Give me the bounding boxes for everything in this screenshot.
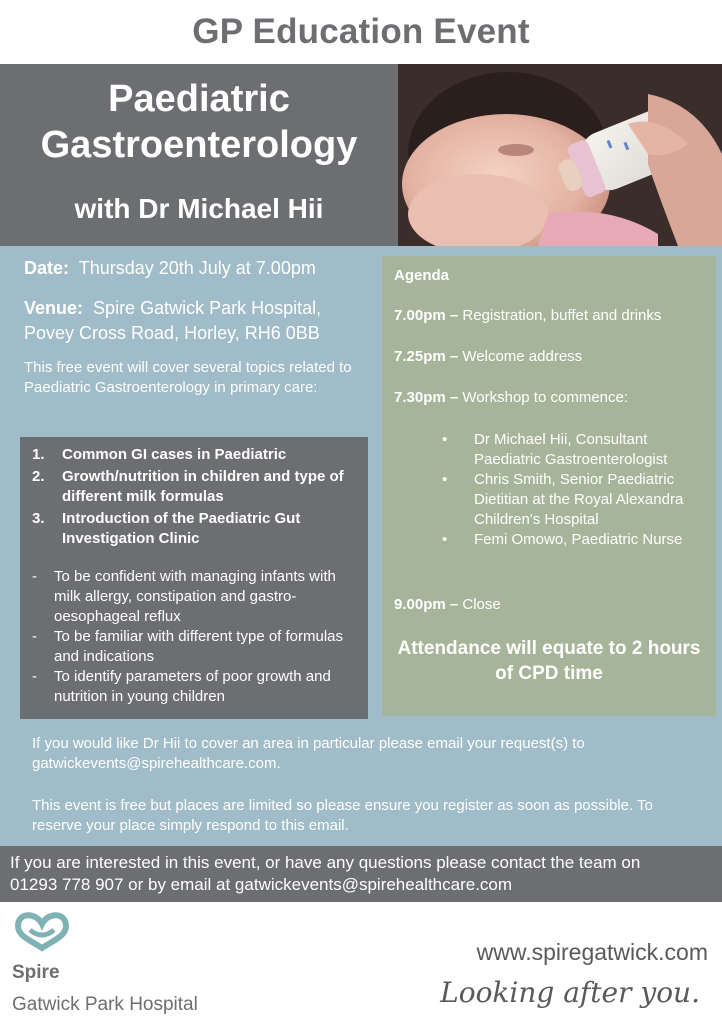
objective-dash: - bbox=[32, 568, 37, 585]
contact-line1: If you are interested in this event, or have any questions please contact the team on bbox=[10, 853, 641, 872]
agenda-text: Close bbox=[462, 596, 501, 613]
website-link[interactable]: www.spiregatwick.com bbox=[476, 939, 708, 965]
agenda-box bbox=[382, 256, 716, 716]
objective-dash: - bbox=[32, 668, 37, 685]
cpd-note bbox=[382, 636, 716, 686]
topic-text: Introduction of the Paediatric Gut Investigation Clinic bbox=[62, 510, 301, 547]
speaker-text: Chris Smith, Senior Paediatric Dietitian at the Royal Alexandra Children's Hospital bbox=[474, 471, 684, 528]
event-venue bbox=[24, 296, 374, 346]
contact-line2: 01293 778 907 or by email at gatwickevents@spirehealthcare.com bbox=[10, 875, 513, 894]
speaker-subtitle: with Dr Michael Hii bbox=[74, 193, 324, 224]
photo-illustration bbox=[398, 64, 722, 246]
venue-line2: Povey Cross Road, Horley, RH6 0BB bbox=[24, 323, 320, 343]
date-value: Thursday 20th July at 7.00pm bbox=[78, 258, 316, 278]
objective-item bbox=[32, 567, 362, 627]
speaker-bullet: • bbox=[442, 431, 448, 448]
objective-text: To be familiar with different type of formulas and indications bbox=[54, 628, 344, 665]
topics-box bbox=[20, 437, 368, 719]
topic-text: Growth/nutrition in children and type of different milk formulas bbox=[62, 468, 344, 505]
topic-item bbox=[32, 445, 362, 465]
spire-heart-logo-icon bbox=[12, 910, 72, 960]
event-date bbox=[24, 256, 316, 280]
venue-label: Venue: bbox=[24, 298, 84, 318]
agenda-time: 7.30pm – bbox=[394, 389, 459, 406]
agenda-text: Registration, buffet and drinks bbox=[462, 307, 662, 324]
speaker-item bbox=[442, 530, 706, 550]
cpd-line2: of CPD time bbox=[495, 663, 603, 684]
speaker-item bbox=[442, 470, 706, 530]
topic-number: 2. bbox=[32, 468, 45, 485]
speaker-text: Femi Omowo, Paediatric Nurse bbox=[474, 531, 683, 548]
speaker-bullet: • bbox=[442, 471, 448, 488]
topic-number: 1. bbox=[32, 446, 45, 463]
header-title bbox=[0, 76, 398, 168]
date-label: Date: bbox=[24, 258, 70, 278]
agenda-time: 7.00pm – bbox=[394, 307, 459, 324]
agenda-text: Welcome address bbox=[462, 348, 583, 365]
speakers-list bbox=[440, 430, 706, 550]
objective-item bbox=[32, 667, 362, 707]
agenda-item bbox=[394, 347, 710, 367]
tagline: Looking after you. bbox=[440, 976, 700, 1009]
topic-item bbox=[32, 509, 362, 549]
agenda-text: Workshop to commence: bbox=[462, 389, 629, 406]
header-title-line2: Gastroenterology bbox=[40, 124, 358, 166]
speaker-text: Dr Michael Hii, Consultant Paediatric Gastroenterologist bbox=[474, 431, 668, 468]
cpd-line1: Attendance will equate to 2 hours bbox=[397, 638, 701, 659]
topic-number: 3. bbox=[32, 510, 45, 527]
objective-text: To be confident with managing infants with milk allergy, constipation and gastro-oesophageal reflux bbox=[54, 568, 336, 625]
agenda-title: Agenda bbox=[394, 267, 450, 284]
brand-name: Spire bbox=[12, 962, 60, 983]
event-title: GP Education Event bbox=[192, 12, 530, 51]
topic-item bbox=[32, 467, 362, 507]
objectives-list bbox=[32, 567, 362, 707]
objective-text: To identify parameters of poor growth and nutrition in young children bbox=[54, 668, 331, 705]
speaker-item bbox=[442, 430, 706, 470]
venue-line1: Spire Gatwick Park Hospital, bbox=[93, 298, 322, 318]
hospital-name: Gatwick Park Hospital bbox=[12, 994, 198, 1015]
topics-list bbox=[32, 445, 362, 551]
speaker-bullet: • bbox=[442, 531, 448, 548]
agenda-item bbox=[394, 306, 710, 326]
contact-text bbox=[10, 852, 715, 896]
request-paragraph: If you would like Dr Hii to cover an area in particular please email your request(s) to gatwickevents@spirehealthcare.com. bbox=[32, 735, 585, 772]
header-block bbox=[0, 64, 398, 246]
agenda-item bbox=[394, 388, 710, 408]
topic-text: Common GI cases in Paediatric bbox=[62, 446, 287, 463]
places-limited-paragraph: This event is free but places are limited so please ensure you register as soon as possible. To reserve your place simply respond to this email. bbox=[32, 797, 653, 834]
header-title-line1: Paediatric bbox=[108, 78, 290, 120]
objective-item bbox=[32, 627, 362, 667]
contact-bar bbox=[0, 846, 722, 902]
agenda-time: 9.00pm – bbox=[394, 596, 459, 613]
agenda-time: 7.25pm – bbox=[394, 348, 459, 365]
baby-bottle-photo bbox=[398, 64, 722, 246]
objective-dash: - bbox=[32, 628, 37, 645]
agenda-item-close bbox=[394, 595, 710, 615]
intro-text: This free event will cover several topics related to Paediatric Gastroenterology in primary care: bbox=[24, 359, 352, 396]
